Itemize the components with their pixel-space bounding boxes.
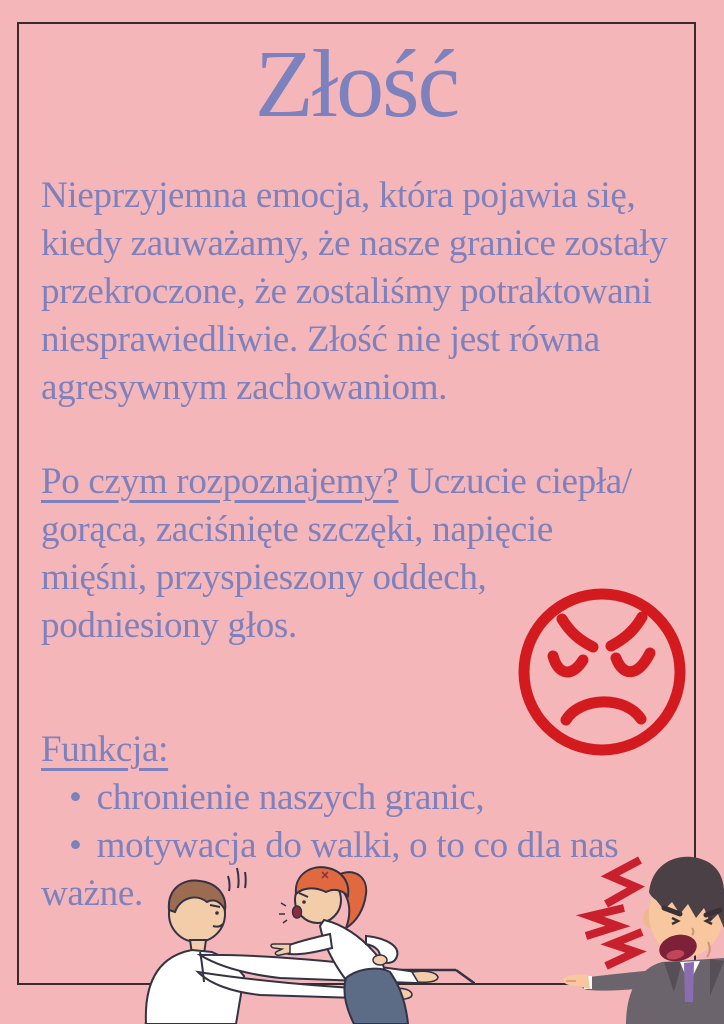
bullet-dot: • <box>69 825 82 866</box>
recognition-line: podniesiony głos. <box>41 605 297 646</box>
intro-line: agresywnym zachowaniom. <box>41 367 448 408</box>
intro-line: niesprawiedliwie. Złość nie jest równa <box>41 319 600 360</box>
page-title: Złość <box>254 30 459 137</box>
intro-line: Nieprzyjemna emocja, która pojawia się, <box>41 175 636 216</box>
recognition-first-line-rest: Uczucie ciepła/ <box>398 461 632 502</box>
recognition-heading: Po czym rozpoznajemy? <box>41 461 399 502</box>
bullet-item: • chronienie naszych granic, <box>69 777 485 818</box>
arguing-couple-illustration <box>140 860 475 1024</box>
anger-zigzag-marks-icon <box>586 860 642 966</box>
recognition-line: gorąca, zaciśnięte szczęki, napięcie <box>41 509 554 550</box>
recognition-line: mięśni, przyspieszony oddech, <box>41 557 487 598</box>
recognition-first-line <box>41 458 701 506</box>
angry-boss-illustration <box>560 850 724 1024</box>
angry-face-doodle-icon <box>512 582 692 762</box>
bullet-continuation: ważne. <box>41 873 143 914</box>
bullet-item: • motywacja do walki, o to co dla nas <box>69 825 619 866</box>
angry-boss-figure <box>563 857 724 1024</box>
bullet-dot: • <box>69 777 82 818</box>
intro-line: kiedy zauważamy, że nasze granice zostały <box>41 223 668 264</box>
pointing-woman <box>271 867 408 1024</box>
function-heading: Funkcja: <box>41 729 169 770</box>
intro-paragraph <box>41 172 701 412</box>
intro-line: przekroczone, że zostaliśmy potraktowani <box>41 271 652 312</box>
